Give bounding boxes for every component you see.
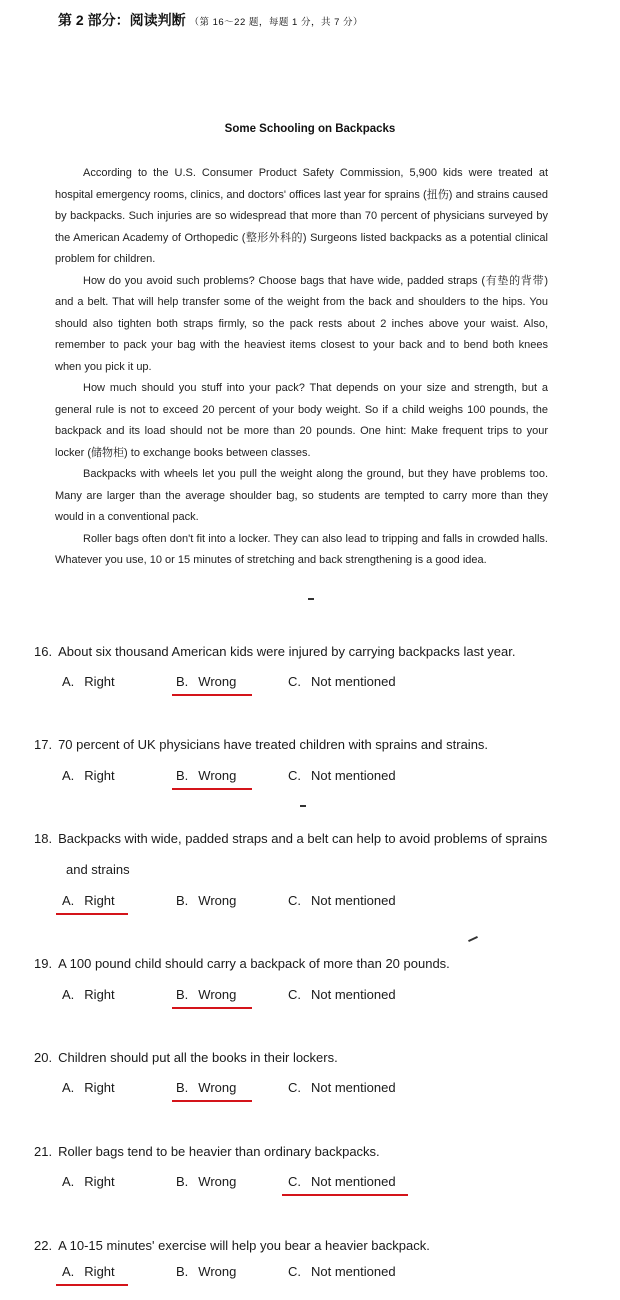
question-text: A 10-15 minutes' exercise will help you bear a heavier backpack. (58, 1238, 430, 1253)
question-number: 16. (34, 644, 53, 659)
question-20 (34, 1042, 594, 1073)
scan-mark (300, 805, 306, 807)
question-text: A 100 pound child should carry a backpack of more than 20 pounds. (58, 956, 450, 971)
passage-paragraph: Backpacks with wheels let you pull the weight along the ground, but they have problems too. Many are larger than the average shoulder bag, so students are tempted to carry more than they would in a conventional pack. (55, 468, 548, 523)
answer-underline (56, 1284, 128, 1286)
question-22 (34, 1230, 594, 1261)
option-label: Not mentioned (311, 987, 396, 1002)
option-label: Wrong (198, 674, 237, 689)
option-letter: A. (62, 1174, 75, 1189)
question-19 (34, 948, 594, 979)
option-letter: A. (62, 893, 75, 908)
option-c[interactable] (288, 768, 396, 783)
question-number: 20. (34, 1050, 53, 1065)
question-text: Roller bags tend to be heavier than ordinary backpacks. (58, 1144, 380, 1159)
option-letter: C. (288, 1174, 301, 1189)
option-label: Right (84, 1174, 115, 1189)
question-number: 19. (34, 956, 53, 971)
question-number: 17. (34, 737, 53, 752)
option-letter: A. (62, 768, 75, 783)
option-letter: A. (62, 987, 75, 1002)
question-number: 21. (34, 1144, 53, 1159)
option-label: Right (84, 1264, 115, 1279)
option-b[interactable] (176, 1264, 236, 1279)
option-a[interactable] (62, 674, 115, 689)
question-number: 22. (34, 1238, 53, 1253)
passage-paragraph: How much should you stuff into your pack? That depends on your size and strength, but a general rule is not to exceed 20 percent of your body weight. So if a child weighs 100 pounds, the backpack and its load should not be more than 20 pounds. One hint: Make frequent trips to your locker (储物柜) to exchange books between classes. (55, 382, 548, 459)
option-b[interactable] (176, 893, 236, 908)
option-label: Wrong (198, 1080, 237, 1095)
section-header (58, 10, 363, 30)
option-letter: B. (176, 1174, 189, 1189)
question-16 (34, 636, 594, 667)
option-letter: B. (176, 768, 189, 783)
option-c[interactable] (288, 1174, 396, 1189)
option-label: Right (84, 893, 115, 908)
option-label: Wrong (198, 768, 237, 783)
option-letter: C. (288, 1080, 301, 1095)
option-letter: A. (62, 674, 75, 689)
option-label: Not mentioned (311, 1264, 396, 1279)
passage-paragraph: Roller bags often don't fit into a locker. They can also lead to tripping and falls in crowded halls. Whatever you use, 10 or 15 minutes of stretching and back strengthening is a good idea. (55, 532, 548, 566)
option-b[interactable] (176, 674, 236, 689)
question-text: Backpacks with wide, padded straps and a belt can help to avoid problems of sprains (58, 831, 548, 846)
option-label: Right (84, 1080, 115, 1095)
option-label: Not mentioned (311, 1174, 396, 1189)
answer-underline (172, 1007, 252, 1009)
option-c[interactable] (288, 987, 396, 1002)
option-c[interactable] (288, 893, 396, 908)
question-text: Children should put all the books in their lockers. (58, 1050, 338, 1065)
question-number: 18. (34, 831, 53, 846)
option-letter: A. (62, 1264, 75, 1279)
option-letter: B. (176, 674, 189, 689)
option-letter: C. (288, 674, 301, 689)
question-text: 70 percent of UK physicians have treated children with sprains and strains. (58, 737, 489, 752)
option-label: Wrong (198, 1264, 237, 1279)
option-letter: B. (176, 1264, 189, 1279)
option-a[interactable] (62, 893, 115, 908)
option-label: Not mentioned (311, 893, 396, 908)
answer-underline (172, 694, 252, 696)
question-21 (34, 1136, 594, 1167)
option-a[interactable] (62, 768, 115, 783)
option-c[interactable] (288, 1264, 396, 1279)
option-letter: B. (176, 893, 189, 908)
option-letter: C. (288, 1264, 301, 1279)
option-a[interactable] (62, 987, 115, 1002)
passage-title: Some Schooling on Backpacks (224, 123, 396, 135)
question-18 (34, 823, 594, 885)
option-b[interactable] (176, 1080, 236, 1095)
option-c[interactable] (288, 1080, 396, 1095)
option-label: Not mentioned (311, 674, 396, 689)
question-text-continuation: and strains (66, 862, 130, 877)
option-a[interactable] (62, 1080, 115, 1095)
option-label: Not mentioned (311, 1080, 396, 1095)
option-label: Wrong (198, 1174, 237, 1189)
option-a[interactable] (62, 1264, 115, 1279)
option-label: Wrong (198, 987, 237, 1002)
option-label: Not mentioned (311, 768, 396, 783)
question-17 (34, 729, 594, 760)
option-letter: B. (176, 987, 189, 1002)
scan-mark (468, 936, 478, 942)
option-a[interactable] (62, 1174, 115, 1189)
option-b[interactable] (176, 768, 236, 783)
option-letter: C. (288, 893, 301, 908)
answer-underline (56, 913, 128, 915)
option-c[interactable] (288, 674, 396, 689)
answer-underline (282, 1194, 408, 1196)
scan-mark (308, 598, 314, 600)
option-letter: A. (62, 1080, 75, 1095)
answer-underline (172, 1100, 252, 1102)
option-b[interactable] (176, 987, 236, 1002)
option-letter: B. (176, 1080, 189, 1095)
passage-paragraph: According to the U.S. Consumer Product Safety Commission, 5,900 kids were treated at hospital emergency rooms, clinics, and doctors' offices last year for sprains (扭伤) and strains caused by backpacks. Such injuries are so widespread that more than 70 percent of physicians surveyed by the American Academy of Orthopedic (整形外科的) Surgeons listed backpacks as a potential clinical problem for children. (55, 167, 548, 265)
passage-paragraph: How do you avoid such problems? Choose bags that have wide, padded straps (有垫的背带) and a belt. That will help transfer some of the weight from the back and shoulders to the hips. You should also tighten both straps firmly, so the pack rests about 2 inches above your waist. Also, remember to pack your bag with the heaviest items closest to your back and to bend both knees when you pick it up. (55, 274, 548, 373)
option-label: Right (84, 987, 115, 1002)
option-label: Right (84, 674, 115, 689)
section-title: 第 2 部分：阅读判断 (58, 12, 186, 28)
section-note: （第 16～22 题，每题 1 分，共 7 分） (189, 17, 364, 28)
option-b[interactable] (176, 1174, 236, 1189)
option-letter: C. (288, 987, 301, 1002)
answer-underline (172, 788, 252, 790)
option-label: Wrong (198, 893, 237, 908)
question-text: About six thousand American kids were injured by carrying backpacks last year. (58, 644, 516, 659)
option-letter: C. (288, 768, 301, 783)
option-label: Right (84, 768, 115, 783)
reading-passage (55, 163, 548, 572)
